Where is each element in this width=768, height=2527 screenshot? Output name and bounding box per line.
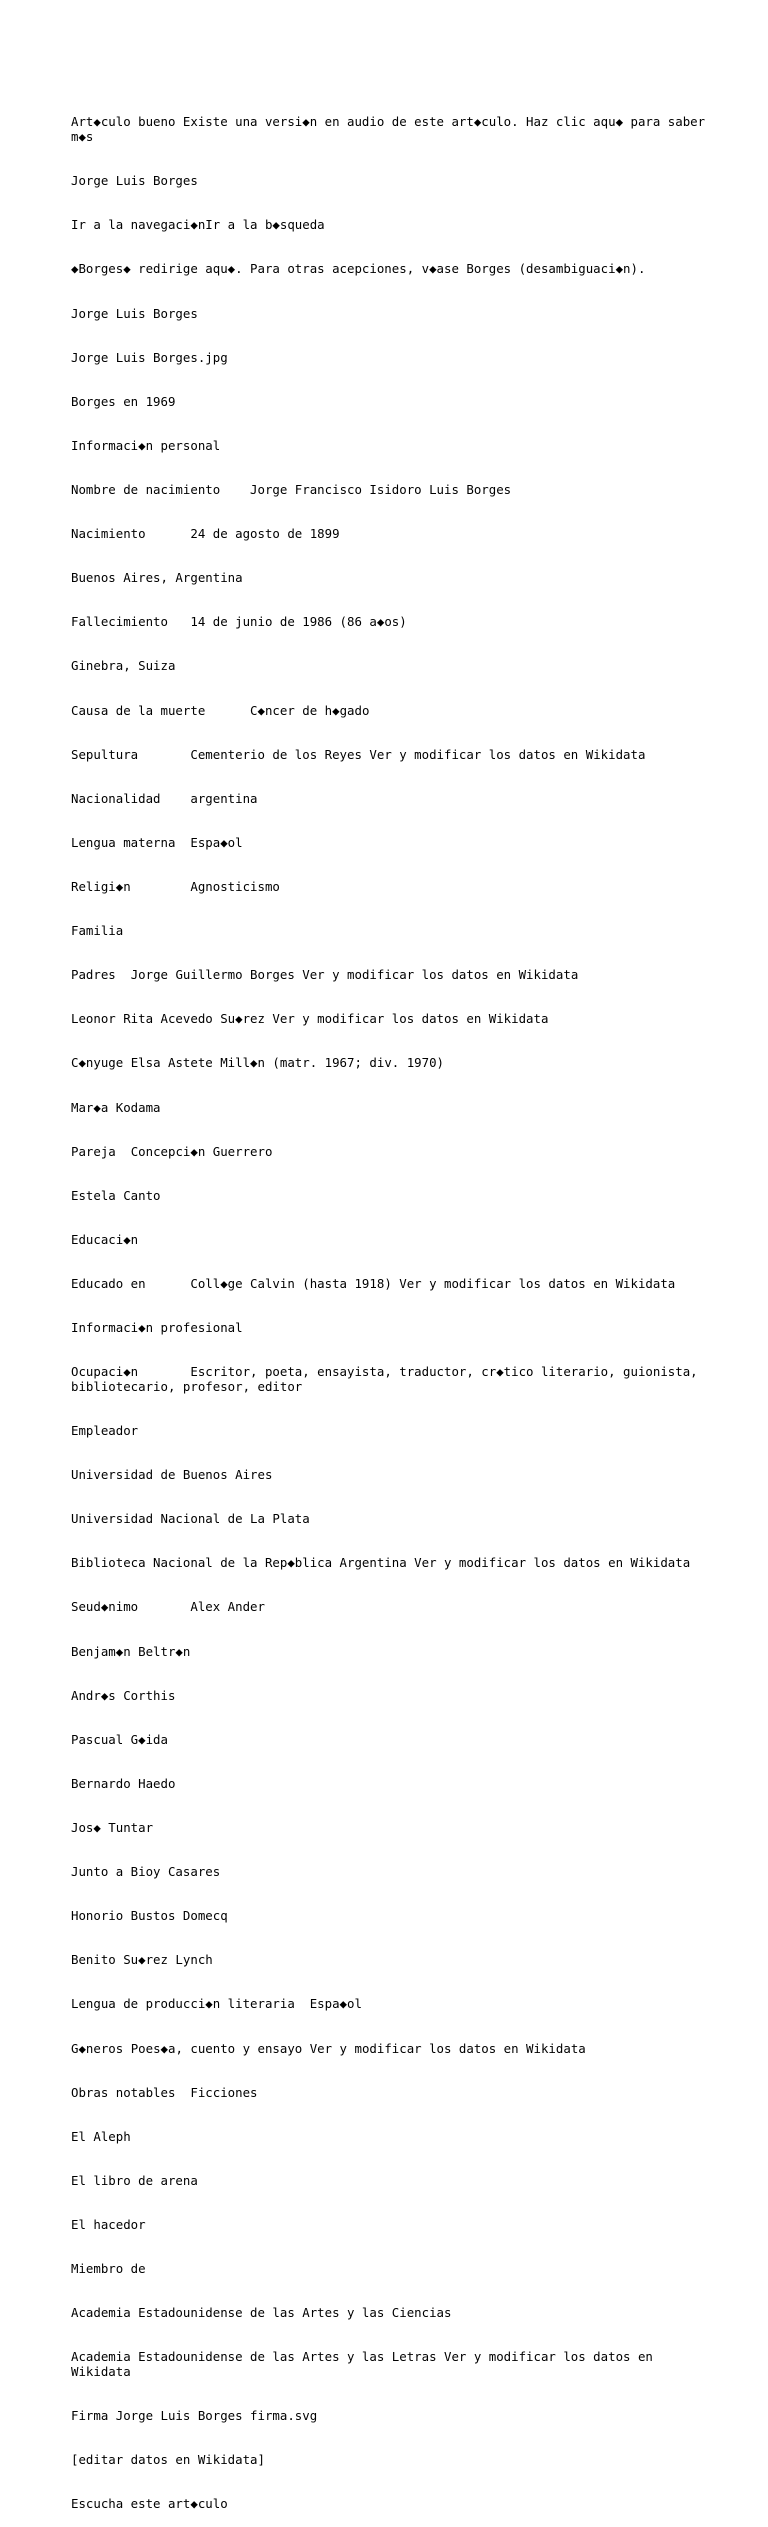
document-text <box>71 86 711 2527</box>
text-line: El libro de arena <box>71 2172 198 2188</box>
text-line: Biblioteca Nacional de la Rep◆blica Argentina Ver y modificar los datos en Wikidata <box>71 1555 691 1571</box>
text-line: Familia <box>71 923 124 939</box>
text-line: Academia Estadounidense de las Artes y las Ciencias <box>71 2305 452 2321</box>
text-line: Miembro de <box>71 2261 146 2277</box>
text-line: Honorio Bustos Domecq <box>71 1908 228 1924</box>
text-line: Lengua de producci◆n literaria Espa◆ol <box>71 1996 362 2012</box>
text-line: Educaci◆n <box>71 1231 139 1247</box>
text-line: G◆neros Poes◆a, cuento y ensayo Ver y modificar los datos en Wikidata <box>71 2040 586 2056</box>
text-line: Estela Canto <box>71 1187 161 1203</box>
text-line: Religi◆n Agnosticismo <box>71 878 280 894</box>
text-line: [editar datos en Wikidata] <box>71 2452 265 2468</box>
text-line: Pascual G◆ida <box>71 1731 168 1747</box>
text-line: Educado en Coll◆ge Calvin (hasta 1918) Ver y modificar los datos en Wikidata <box>71 1275 676 1291</box>
text-line: Jorge Luis Borges <box>71 305 198 321</box>
text-line: Nacionalidad argentina <box>71 790 258 806</box>
text-line: Informaci◆n profesional <box>71 1320 243 1336</box>
text-line: Junto a Bioy Casares <box>71 1864 221 1880</box>
text-line: C◆nyuge Elsa Astete Mill◆n (matr. 1967; div. 1970) <box>71 1055 444 1071</box>
text-line: Empleador <box>71 1422 139 1438</box>
text-line: Padres Jorge Guillermo Borges Ver y modificar los datos en Wikidata <box>71 967 579 983</box>
text-line: Mar◆a Kodama <box>71 1099 161 1115</box>
text-line: Jorge Luis Borges.jpg <box>71 349 228 365</box>
text-line: Obras notables Ficciones <box>71 2084 258 2100</box>
text-line: El Aleph <box>71 2128 131 2144</box>
text-line: Sepultura Cementerio de los Reyes Ver y modificar los datos en Wikidata <box>71 746 646 762</box>
text-line: Andr◆s Corthis <box>71 1687 176 1703</box>
text-line: Ginebra, Suiza <box>71 658 176 674</box>
text-line: Escucha este art◆culo <box>71 2496 228 2512</box>
text-line: Nacimiento 24 de agosto de 1899 <box>71 526 340 542</box>
text-line: Leonor Rita Acevedo Su◆rez Ver y modificar los datos en Wikidata <box>71 1011 549 1027</box>
text-line: Causa de la muerte C◆ncer de h◆gado <box>71 702 370 718</box>
text-line: Benito Su◆rez Lynch <box>71 1952 213 1968</box>
text-line: Pareja Concepci◆n Guerrero <box>71 1143 273 1159</box>
text-line: Buenos Aires, Argentina <box>71 570 243 586</box>
text-line: Nombre de nacimiento Jorge Francisco Isidoro Luis Borges <box>71 481 512 497</box>
text-line: Academia Estadounidense de las Artes y las Letras Ver y modificar los datos en Wikidata <box>71 2349 661 2379</box>
text-line: Fallecimiento 14 de junio de 1986 (86 a◆os) <box>71 614 407 630</box>
text-line: Firma Jorge Luis Borges firma.svg <box>71 2408 318 2424</box>
text-line: Art◆culo bueno Existe una versi◆n en audio de este art◆culo. Haz clic aqu◆ para saber m◆s <box>71 114 713 145</box>
text-line: Bernardo Haedo <box>71 1775 176 1791</box>
text-line: Borges en 1969 <box>71 393 176 409</box>
text-line: Jorge Luis Borges <box>71 173 198 189</box>
text-line: Informaci◆n personal <box>71 437 221 453</box>
text-line: Jos◆ Tuntar <box>71 1819 154 1835</box>
text-line: Ocupaci◆n Escritor, poeta, ensayista, traductor, cr◆tico literario, guionista, bibliotecario, profesor, editor <box>71 1364 706 1394</box>
text-line: Benjam◆n Beltr◆n <box>71 1643 191 1659</box>
text-line: Seud◆nimo Alex Ander <box>71 1599 265 1615</box>
text-line: Lengua materna Espa◆ol <box>71 834 243 850</box>
text-line: ◆Borges◆ redirige aqu◆. Para otras acepciones, v◆ase Borges (desambiguaci◆n). <box>71 261 646 277</box>
text-line: El hacedor <box>71 2216 146 2232</box>
text-line: Universidad Nacional de La Plata <box>71 1511 310 1527</box>
text-line: Ir a la navegaci◆nIr a la b◆squeda <box>71 217 325 233</box>
text-line: Universidad de Buenos Aires <box>71 1467 273 1483</box>
